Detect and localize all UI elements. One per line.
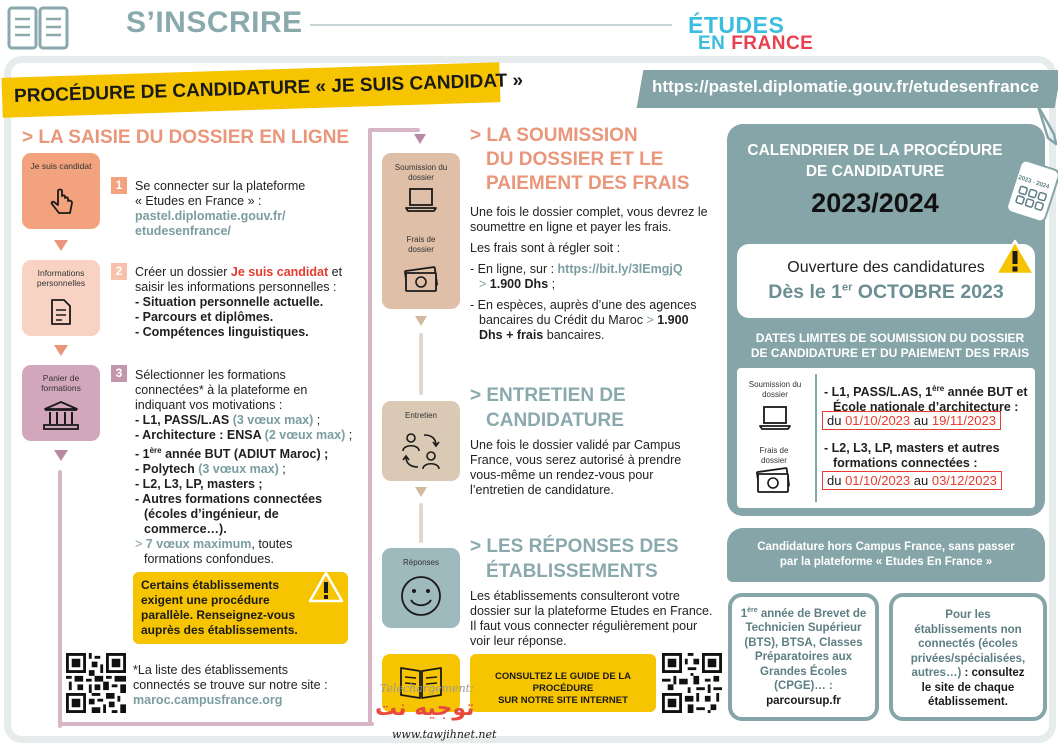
calendar-title: CALENDRIER DE LA PROCÉDURE DE CANDIDATURE — [747, 142, 1003, 180]
step-card-candidat: Je suis candidat — [22, 153, 100, 229]
soumission-icon-label: Soumission du dossier — [748, 380, 802, 399]
calendar-year: 2023/2024 — [811, 188, 939, 218]
qr-code-icon — [66, 653, 126, 713]
document-icon — [50, 298, 72, 326]
svg-text:2023 - 2024: 2023 - 2024 — [1017, 174, 1050, 191]
banknotes-icon — [402, 265, 440, 295]
pastel-link[interactable]: pastel.diplomatie.gouv.fr/ etudesenfrance/ — [135, 209, 286, 238]
watermark-download: Telechargement: — [380, 682, 474, 695]
banknotes-icon — [754, 466, 792, 496]
platform-url-link[interactable]: https://pastel.diplomatie.gouv.fr/etudesenfrance — [652, 77, 1039, 96]
step-number: 1 — [111, 177, 127, 194]
step-card-entretien: Entretien — [382, 401, 460, 481]
opening-label: Ouverture des candidatures — [787, 259, 985, 276]
reponses-heading: > LES RÉPONSES DES ÉTABLISSEMENTS — [470, 536, 679, 582]
entretien-text: Une fois le dossier validé par Campus France, vous serez autorisé à prendre vous-même un rendez-vous pour l’entretien de candidature. — [470, 438, 682, 497]
hors-campus-text: Candidature hors Campus France, sans passer par la plateforme « Etudes En France » — [757, 541, 1015, 568]
saisie-heading: > LA SAISIE DU DOSSIER EN LIGNE — [22, 127, 350, 148]
soumission-text: Une fois le dossier complet, vous devrez le soumettre en ligne et payer les frais. Les frais sont à régler soit : - En ligne, sur : https://bit.ly/3lEmgjQ > 1.900 Dhs ; - En espèces, auprès d’une des agences bancaires du Crédit du Maroc > 1.900 Dhs + frais bancaires. — [470, 205, 708, 342]
step-arrow — [415, 487, 427, 497]
page-title: S’INSCRIRE — [126, 6, 303, 39]
step1-text: Se connecter sur la plateforme « Etudes en France » : pastel.diplomatie.gouv.fr/ etudesenfrance/ — [135, 179, 355, 239]
connector-line — [58, 722, 374, 726]
calendar-icon — [1003, 160, 1058, 224]
qr-code-icon — [662, 653, 722, 713]
connector-line — [368, 128, 420, 132]
deadlines-title: DATES LIMITES DE SOUMISSION DU DOSSIER DE CANDIDATURE ET DU PAIEMENT DES FRAIS — [750, 331, 1030, 360]
deadline-date-2: du 01/10/2023 au 03/12/2023 — [822, 471, 1002, 490]
logo-etudes: ÉTUDES — [688, 12, 785, 38]
warning-box: Certains établissements exigent une procédure parallèle. Renseignez-vous auprès des établissements. — [133, 572, 348, 644]
step-arrow — [415, 316, 427, 326]
payment-link[interactable]: https://bit.ly/3lEmgjQ — [557, 262, 683, 276]
interview-people-icon — [400, 429, 442, 473]
step-arrow — [54, 450, 68, 461]
step-card-reponses: Réponses — [382, 548, 460, 628]
guide-link-box[interactable]: CONSULTEZ LE GUIDE DE LA PROCÉDURE SUR NOTRE SITE INTERNET — [470, 654, 656, 712]
step-card-soumission: Soumission du dossier Frais de dossier — [382, 153, 460, 309]
step-arrow — [54, 345, 68, 356]
connector-line — [368, 128, 372, 726]
watermark-logo: توجيه نت — [375, 696, 475, 721]
step-arrow — [54, 240, 68, 251]
deadline-date-1: du 01/10/2023 au 19/11/2023 — [822, 411, 1001, 430]
deadlines-divider — [815, 374, 817, 502]
step-number: 3 — [111, 365, 127, 382]
step-card-panier: Panier de formations — [22, 365, 100, 441]
step3-text: Sélectionner les formations connectées* à la plateforme en indiquant vos motivations : - L1, PASS/L.AS (3 vœux max) ; - Architecture : ENSA (2 vœux max) ; - 1ère année BUT (ADIUT Maroc) ; - Polytech (3 vœux max) ; - L2, L3, LP, masters ; - Autres formations connectées (écoles d’ingénieur, de commerce…). > 7 vœux maximum, toutes formations confondues. — [135, 368, 353, 567]
header-divider — [310, 24, 672, 26]
step-connector — [419, 333, 423, 395]
institution-building-icon — [42, 399, 80, 431]
step-number: 2 — [111, 263, 127, 280]
non-connected-card: Pour les établissements non connectés (écoles privées/spécialisées, autres…) : consultez le site de chaque établissement. — [889, 593, 1047, 721]
opening-date: Dès le 1er OCTOBRE 2023 — [768, 281, 1004, 303]
open-book-icon — [6, 4, 70, 52]
step-connector — [419, 503, 423, 543]
footnote-text: *La liste des établissements connectés se trouve sur notre site : maroc.campusfrance.org — [133, 663, 363, 708]
deadline-group-2: - L2, L3, LP, masters et autres formations connectées : — [824, 441, 1000, 470]
logo-en-france: EN FRANCE — [698, 33, 814, 54]
campusfrance-link[interactable]: maroc.campusfrance.org — [133, 693, 283, 707]
parcoursup-link[interactable]: parcoursup.fr — [766, 694, 841, 707]
connector-arrow — [414, 134, 426, 144]
soumission-heading: > LA SOUMISSION DU DOSSIER ET LE PAIEMENT DES FRAIS — [470, 125, 690, 194]
step-card-informations: Informations personnelles — [22, 260, 100, 336]
deadline-group-1: - L1, PASS/L.AS, 1ère année BUT et École nationale d’architecture : — [824, 384, 1028, 415]
connector-line — [58, 470, 62, 728]
frais-icon-label: Frais de dossier — [759, 446, 789, 465]
warning-triangle-icon — [308, 570, 344, 604]
procedure-banner-text: PROCÉDURE DE CANDIDATURE « JE SUIS CANDIDAT » — [13, 70, 524, 107]
watermark-url: www.tawjihnet.net — [392, 728, 497, 741]
laptop-icon — [758, 404, 792, 432]
step2-text: Créer un dossier Je suis candidat et saisir les informations personnelles : - Situation personnelle actuelle. - Parcours et diplômes. - Compétences linguistiques. — [135, 265, 343, 339]
laptop-icon — [404, 186, 438, 214]
smiley-icon — [399, 574, 443, 618]
hand-pointer-icon — [46, 187, 78, 219]
entretien-heading: > ENTRETIEN DE CANDIDATURE — [470, 385, 626, 431]
bts-cpge-card: 1ère année de Brevet de Technicien Supérieur (BTS), BTSA, Classes Préparatoires aux Grandes Écoles (CPGE)… : parcoursup.fr — [728, 593, 879, 721]
reponses-text: Les établissements consulteront votre dossier sur la plateforme Etudes en France. Il faut vous connecter régulièrement pour voir leur réponse. — [470, 589, 713, 648]
